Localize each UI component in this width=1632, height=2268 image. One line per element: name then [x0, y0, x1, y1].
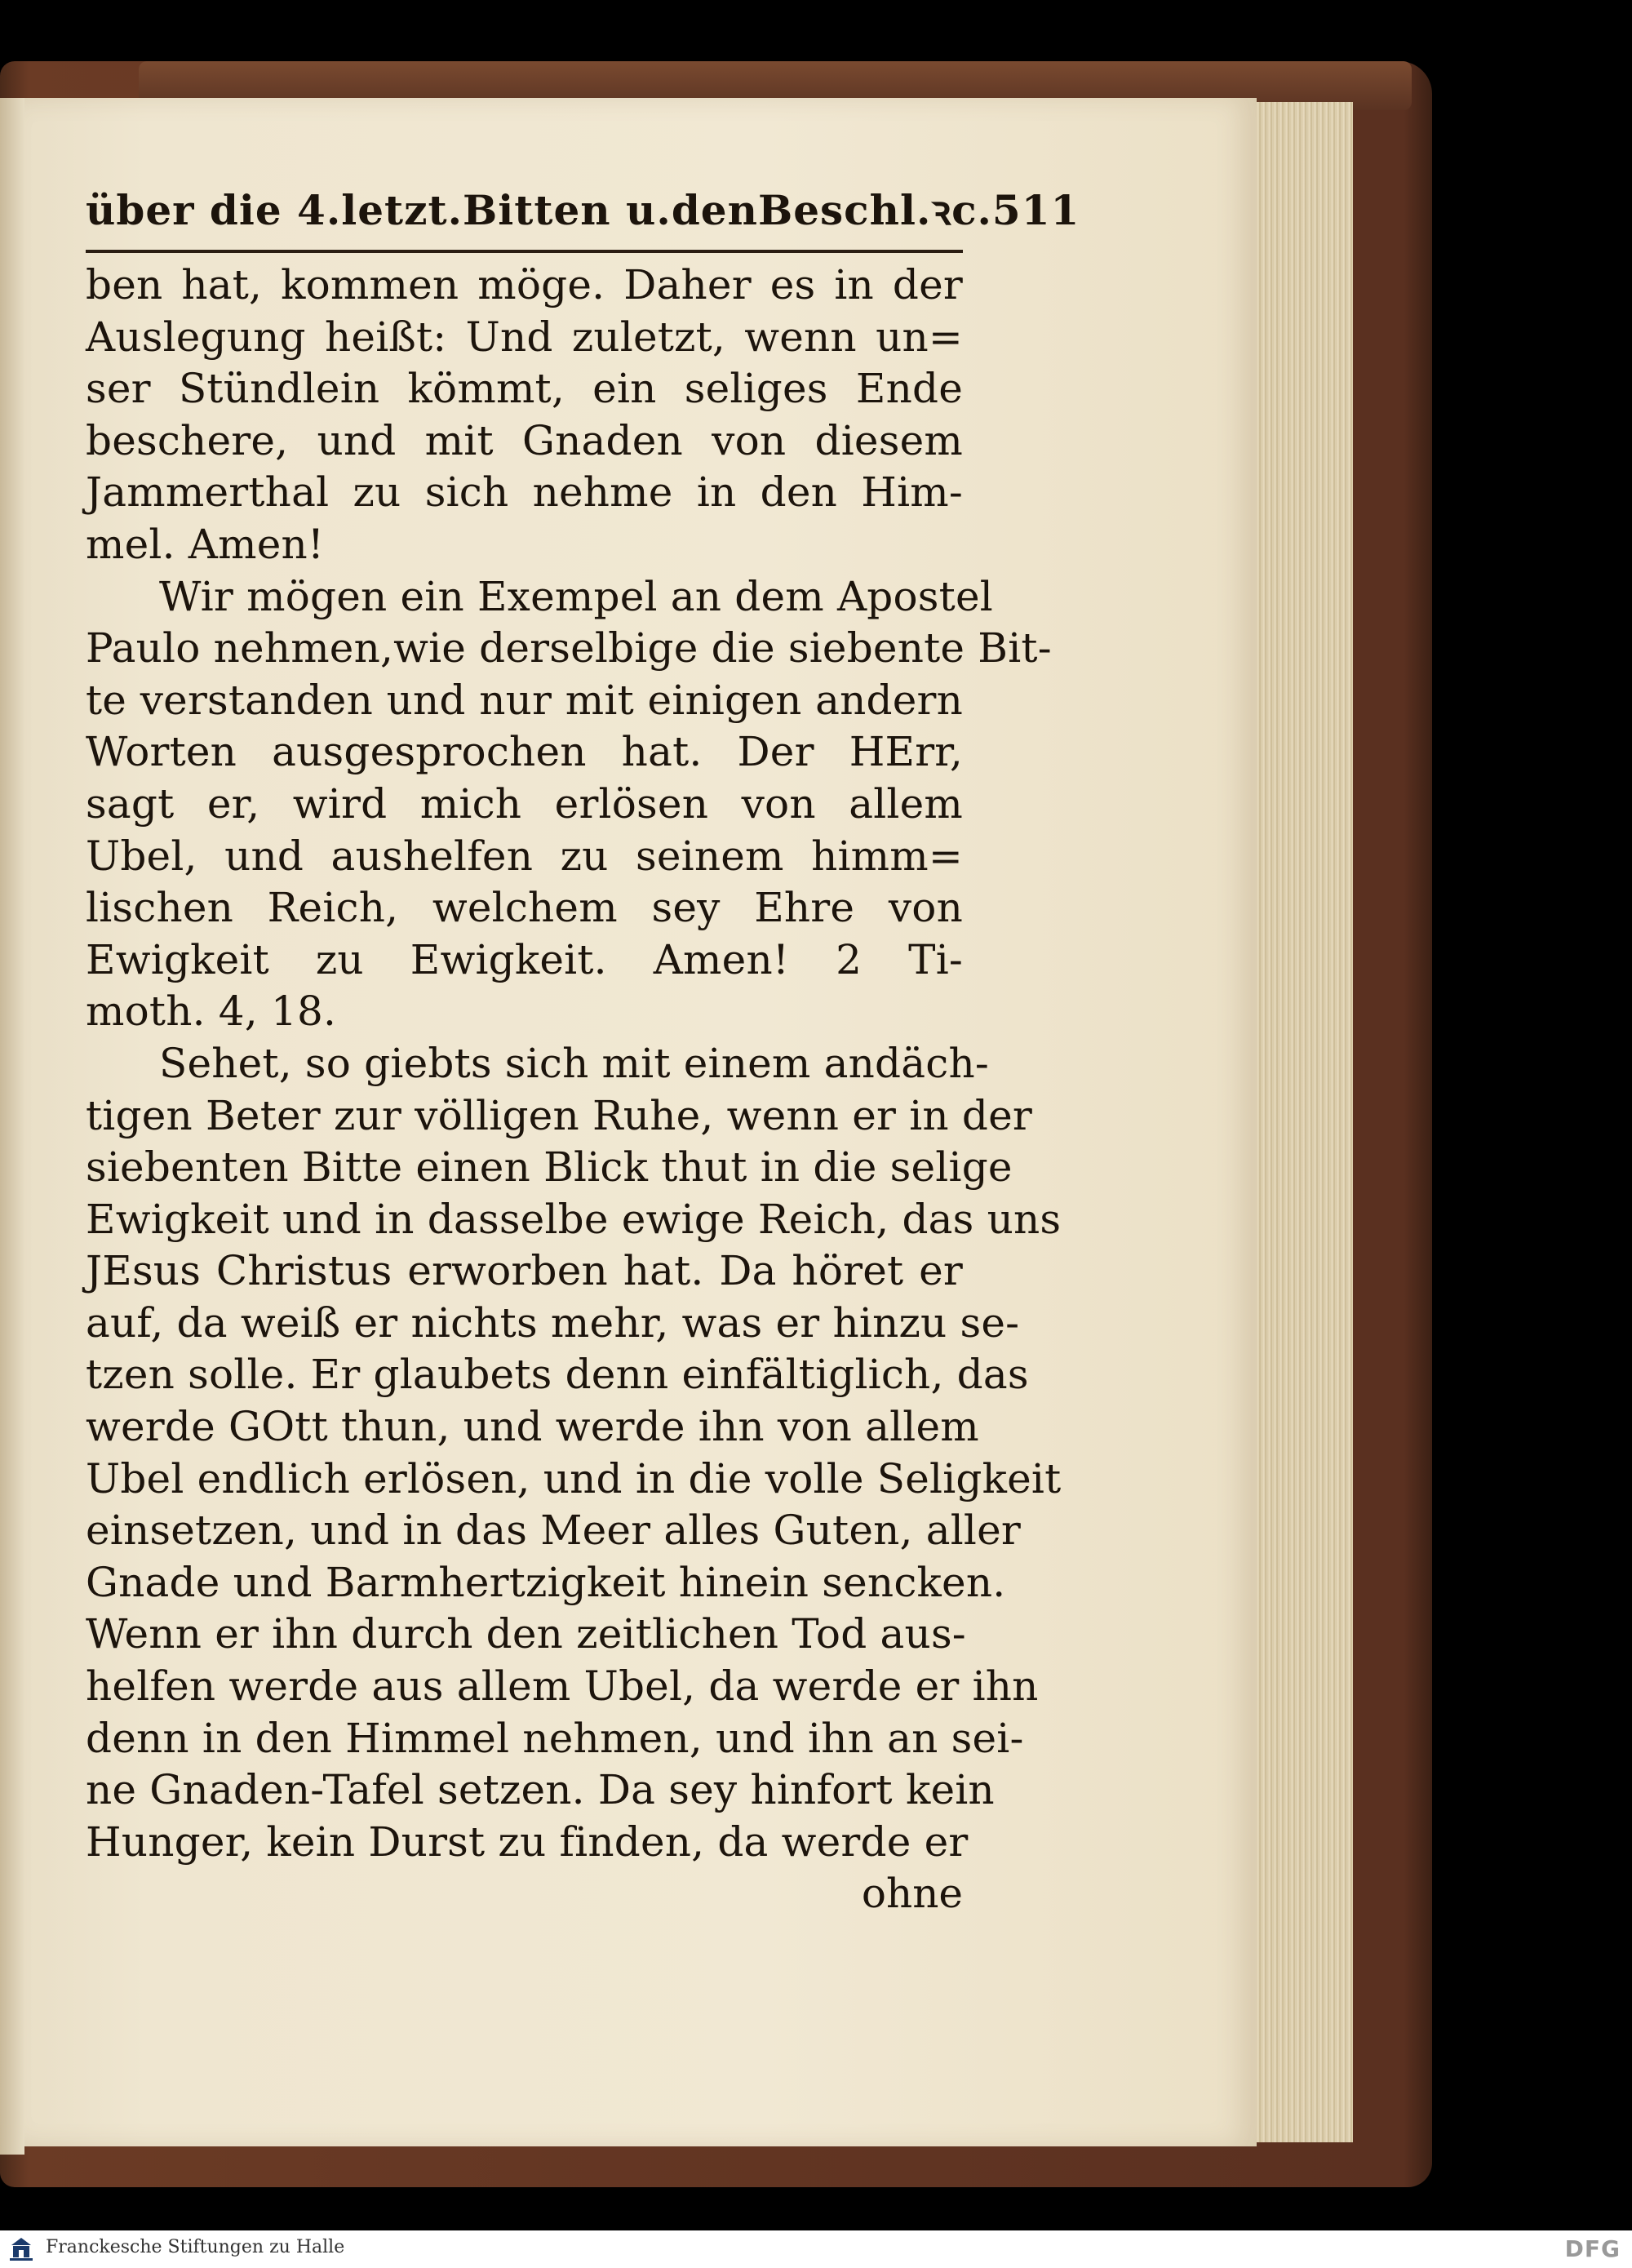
- page-number: 511: [991, 186, 1080, 234]
- dfg-badge: DFG: [1564, 2235, 1621, 2262]
- text-line: tigen Beter zur völligen Ruhe, wenn er in der: [86, 1091, 1033, 1139]
- text-line: einsetzen, und in das Meer alles Guten, aller: [86, 1507, 1022, 1555]
- running-head: [86, 186, 1080, 235]
- institution-logo-icon: [7, 2235, 36, 2263]
- catchword: ohne: [861, 1870, 963, 1918]
- institution-label: Franckesche Stiftungen zu Halle: [46, 2237, 345, 2257]
- text-line: Paulo nehmen,wie derselbige die siebente Bit-: [86, 624, 1052, 672]
- text-line: werde GOtt thun, und werde ihn von allem: [86, 1403, 979, 1451]
- text-line: tzen solle. Er glaubets denn einfältiglich, das: [86, 1351, 1029, 1399]
- text-line: Ubel endlich erlösen, und in die volle Seligkeit: [86, 1454, 1062, 1502]
- text-line: Gnade und Barmhertzigkeit hinein sencken.: [86, 1558, 1006, 1606]
- text-line: Worten ausgesprochen hat. Der HErr,: [86, 728, 963, 776]
- facing-page-edge: [0, 98, 24, 2155]
- viewer-footer: [0, 2230, 1632, 2268]
- text-line: helfen werde aus allem Ubel, da werde er ihn: [86, 1662, 1039, 1711]
- text-line: ne Gnaden-Tafel setzen. Da sey hinfort kein: [86, 1766, 995, 1814]
- text-line: Jammerthal zu sich nehme in den Him-: [86, 468, 963, 517]
- text-line: Wir mögen ein Exempel an dem Apostel: [159, 572, 993, 620]
- text-line: Ewigkeit zu Ewigkeit. Amen! 2 Ti-: [86, 935, 963, 983]
- text-line: lischen Reich, welchem sey Ehre von: [86, 884, 963, 932]
- text-line: ser Stündlein kömmt, ein seliges Ende: [86, 365, 963, 413]
- text-line: siebenten Bitte einen Blick thut in die selige: [86, 1143, 1013, 1192]
- text-line: Sehet, so giebts sich mit einem andäch-: [159, 1039, 989, 1087]
- text-line: mel. Amen!: [86, 520, 325, 568]
- text-line: sagt er, wird mich erlösen von allem: [86, 779, 963, 828]
- running-head-title: über die 4.letzt.Bitten u.denBeschl.ꝛc.: [86, 186, 992, 234]
- text-line: Hunger, kein Durst zu finden, da werde er: [86, 1818, 969, 1866]
- text-line: ben hat, kommen möge. Daher es in der: [86, 261, 963, 308]
- text-line: moth. 4, 18.: [86, 988, 337, 1036]
- text-line: Ewigkeit und in dasselbe ewige Reich, das uns: [86, 1195, 1062, 1243]
- page-text-block: [86, 186, 1080, 1920]
- header-rule: [86, 250, 963, 253]
- text-line: JEsus Christus erworben hat. Da höret er: [86, 1247, 963, 1295]
- text-line: te verstanden und nur mit einigen andern: [86, 676, 963, 724]
- text-line: auf, da weiß er nichts mehr, was er hinzu se-: [86, 1298, 1020, 1347]
- text-line: denn in den Himmel nehmen, und ihn an sei-: [86, 1714, 1024, 1762]
- text-line: Auslegung heißt: Und zuletzt, wenn un=: [86, 313, 963, 361]
- text-line: Wenn er ihn durch den zeitlichen Tod aus-: [86, 1610, 966, 1658]
- text-line: beschere, und mit Gnaden von diesem: [86, 416, 963, 464]
- text-line: Ubel, und aushelfen zu seinem himm=: [86, 832, 963, 880]
